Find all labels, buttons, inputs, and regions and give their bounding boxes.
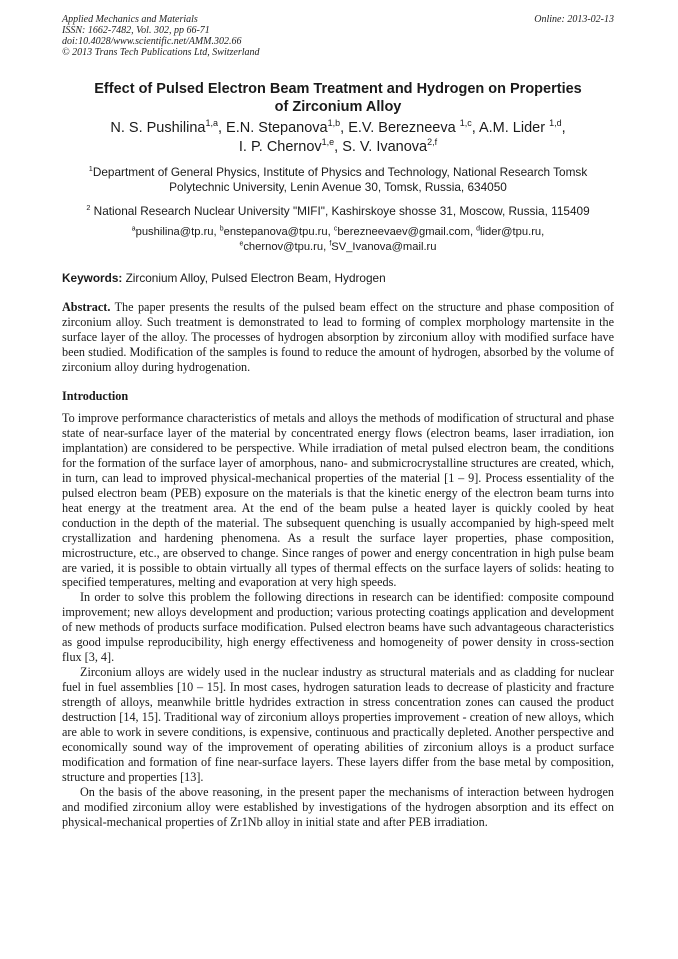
author-line-2: I. P. Chernov$^{1,e}$, S. V. Ivanova$^{2,f}$: [238, 137, 438, 155]
paper-title-line2: of Zirconium Alloy: [274, 99, 402, 115]
abstract: [62, 300, 614, 375]
email-link[interactable]: pushilina@tp.ru: [135, 226, 214, 238]
paper-page: [62, 14, 614, 830]
author-name: E.V. Berezneeva: [348, 120, 456, 136]
author-sup: 1,e: [321, 137, 335, 148]
email-sup: a: [131, 225, 136, 233]
affiliation-2: [62, 204, 614, 219]
author-sup: 1,a: [205, 118, 218, 129]
email-link[interactable]: lider@tpu.ru: [480, 226, 542, 238]
section-heading-introduction: Introduction: [62, 389, 129, 403]
email-sup: c: [333, 225, 338, 233]
keywords-text: Zirconium Alloy, Pulsed Electron Beam, Hydrogen: [125, 271, 386, 285]
body-paragraph: On the basis of the above reasoning, in the present paper the mechanisms of interaction between hydrogen and modified zirconium alloy were established by investigations of the hydrogen absorption and its effect on physical-mechanical properties of Zr1Nb alloy in initial state and after PEB irradiation.: [62, 784, 614, 829]
affiliation-line: Polytechnic University, Lenin Avenue 30, Tomsk, Russia, 634050: [169, 180, 507, 194]
email-list: $^a$pushilina@tp.ru, $^b$enstepanova@tpu.ru, $^c$berezneevaev@gmail.com, $^d$lider@tpu.ru, $^e$chernov@tpu.ru, $^f$SV_Ivanova@mail.ru: [131, 225, 545, 253]
body-paragraph: To improve performance characteristics of metals and alloys the methods of modification of structural and phase state of near-surface layer of the material by concentrated energy flows (electron beams, laser irradiation, ion implantation) are considered to be perspective. While irradiation of metal pulsed electron beam, the conditions for the formation of the surface layer of amorphous, nano- and submicrocrystalline structures are created, which, in turn, can lead to improved physical-mechanical properties of the material [1 – 9]. Process essentiality of the pulsed electron beam (PEB) exposure on the materials is that the kinetic energy of the electron beam turns into heat energy at the treatment area. At the end of the beam pulse a heated layer is quickly cooled by heat conduction in the depth of the material. The subsequent quenching is usually accompanied by high-speed melt crystallization and hardening phenomena. As a result the surface layer properties, phase composition, microstructure, etc., are observed to change. Since ranges of power and energy concentration in high pulse beam are varied, it is possible to obtain virtually all types of thermal effects on the surface layers of solids: heating to specified temperatures, melting and evaporation at very high speeds.: [62, 411, 614, 590]
journal-copyright: © 2013 Trans Tech Publications Ltd, Switzerland: [62, 47, 260, 58]
journal-issn: ISSN: 1662-7482, Vol. 302, pp 66-71: [62, 25, 210, 36]
email-link[interactable]: enstepanova@tpu.ru: [223, 226, 328, 238]
author-name: E.N. Stepanova: [226, 120, 328, 136]
journal-name: Applied Mechanics and Materials: [62, 14, 198, 25]
affiliation-line: Department of General Physics, Institute of Physics and Technology, National Research Tomsk: [92, 165, 588, 179]
author-line-1: N. S. Pushilina$^{1,a}$, E.N. Stepanova$^{1,b}$, E.V. Berezneeva $^{1,c}$, A.M. Lider $^{1,d}$,: [110, 118, 566, 136]
author-name: A.M. Lider: [478, 120, 546, 136]
author-list: [62, 119, 614, 157]
journal-doi: doi:10.4028/www.scientific.net/AMM.302.66: [62, 36, 242, 47]
author-name: I. P. Chernov: [238, 139, 322, 155]
abstract-text: The paper presents the results of the pulsed beam effect on the structure and phase composition of zirconium alloy. Such treatment is demonstrated to lead to forming of complex morphology martensite in the surface layer of the alloy. The processes of hydrogen absorption by zirconium alloy with modified surface have been studied. Modification of the samples is found to reduce the amount of hydrogen, absorbed by the volume of zirconium alloy during hydrogenation.: [62, 300, 614, 374]
email-sup: e: [239, 240, 244, 248]
online-date: Online: 2013-02-13: [534, 14, 614, 25]
abstract-label: Abstract.: [62, 300, 111, 314]
author-sup: 2,f: [427, 137, 438, 148]
paper-title: [62, 80, 614, 116]
email-link[interactable]: chernov@tpu.ru: [243, 241, 324, 253]
body-paragraph: In order to solve this problem the following directions in research can be identified: composite compound improvement; new alloys development and production; various protecting coatings application and development of new methods of products surface modification. Pulsed electron beams have such advantageous characteristics as good impulse reproducibility, high energy effectiveness and homogeneity of power density in cross-section flux [3, 4].: [62, 590, 614, 665]
body-paragraph: Zirconium alloys are widely used in the nuclear industry as structural materials and as cladding for nuclear fuel in fuel assemblies [10 – 15]. In most cases, hydrogen saturation leads to decrease of plasticity and fracture strength of alloys, meanwhile brittle hydrides extraction in stress concentration zones can caused the product destruction [14, 15]. Traditional way of zirconium alloys properties improvement - creation of new alloys, which are able to work in severe conditions, is expensive, continuous and practically depleted. Another perspective and economically sound way of the improvement of operating abilities of zirconium alloys is a product surface modification and formation of fine near-surface layers. These layers differ from the base metal by composition, structure and properties [13].: [62, 665, 614, 784]
author-name: S. V. Ivanova: [342, 139, 428, 155]
keywords: [62, 271, 614, 286]
author-name: N. S. Pushilina: [110, 120, 206, 136]
email-sup: d: [476, 225, 481, 233]
journal-header: [62, 14, 614, 58]
email-link[interactable]: SV_Ivanova@mail.ru: [331, 241, 437, 253]
author-sup: 1,b: [327, 118, 341, 129]
email-sup: b: [219, 225, 224, 233]
paper-title-line1: Effect of Pulsed Electron Beam Treatment and Hydrogen on Properties: [94, 81, 582, 97]
author-sup: 1,d: [549, 118, 562, 129]
keywords-label: Keywords:: [62, 271, 123, 285]
affiliation-1: [62, 165, 614, 195]
affiliation-line: National Research Nuclear University "MIFI", Kashirskoye shosse 31, Moscow, Russia, 115409: [93, 204, 590, 218]
author-sup: 1,c: [459, 118, 472, 129]
affiliation-sup: 2: [86, 203, 91, 213]
affiliation-sup: 1: [88, 164, 93, 174]
email-link[interactable]: berezneevaev@gmail.com: [337, 226, 470, 238]
email-sup: f: [329, 240, 332, 248]
